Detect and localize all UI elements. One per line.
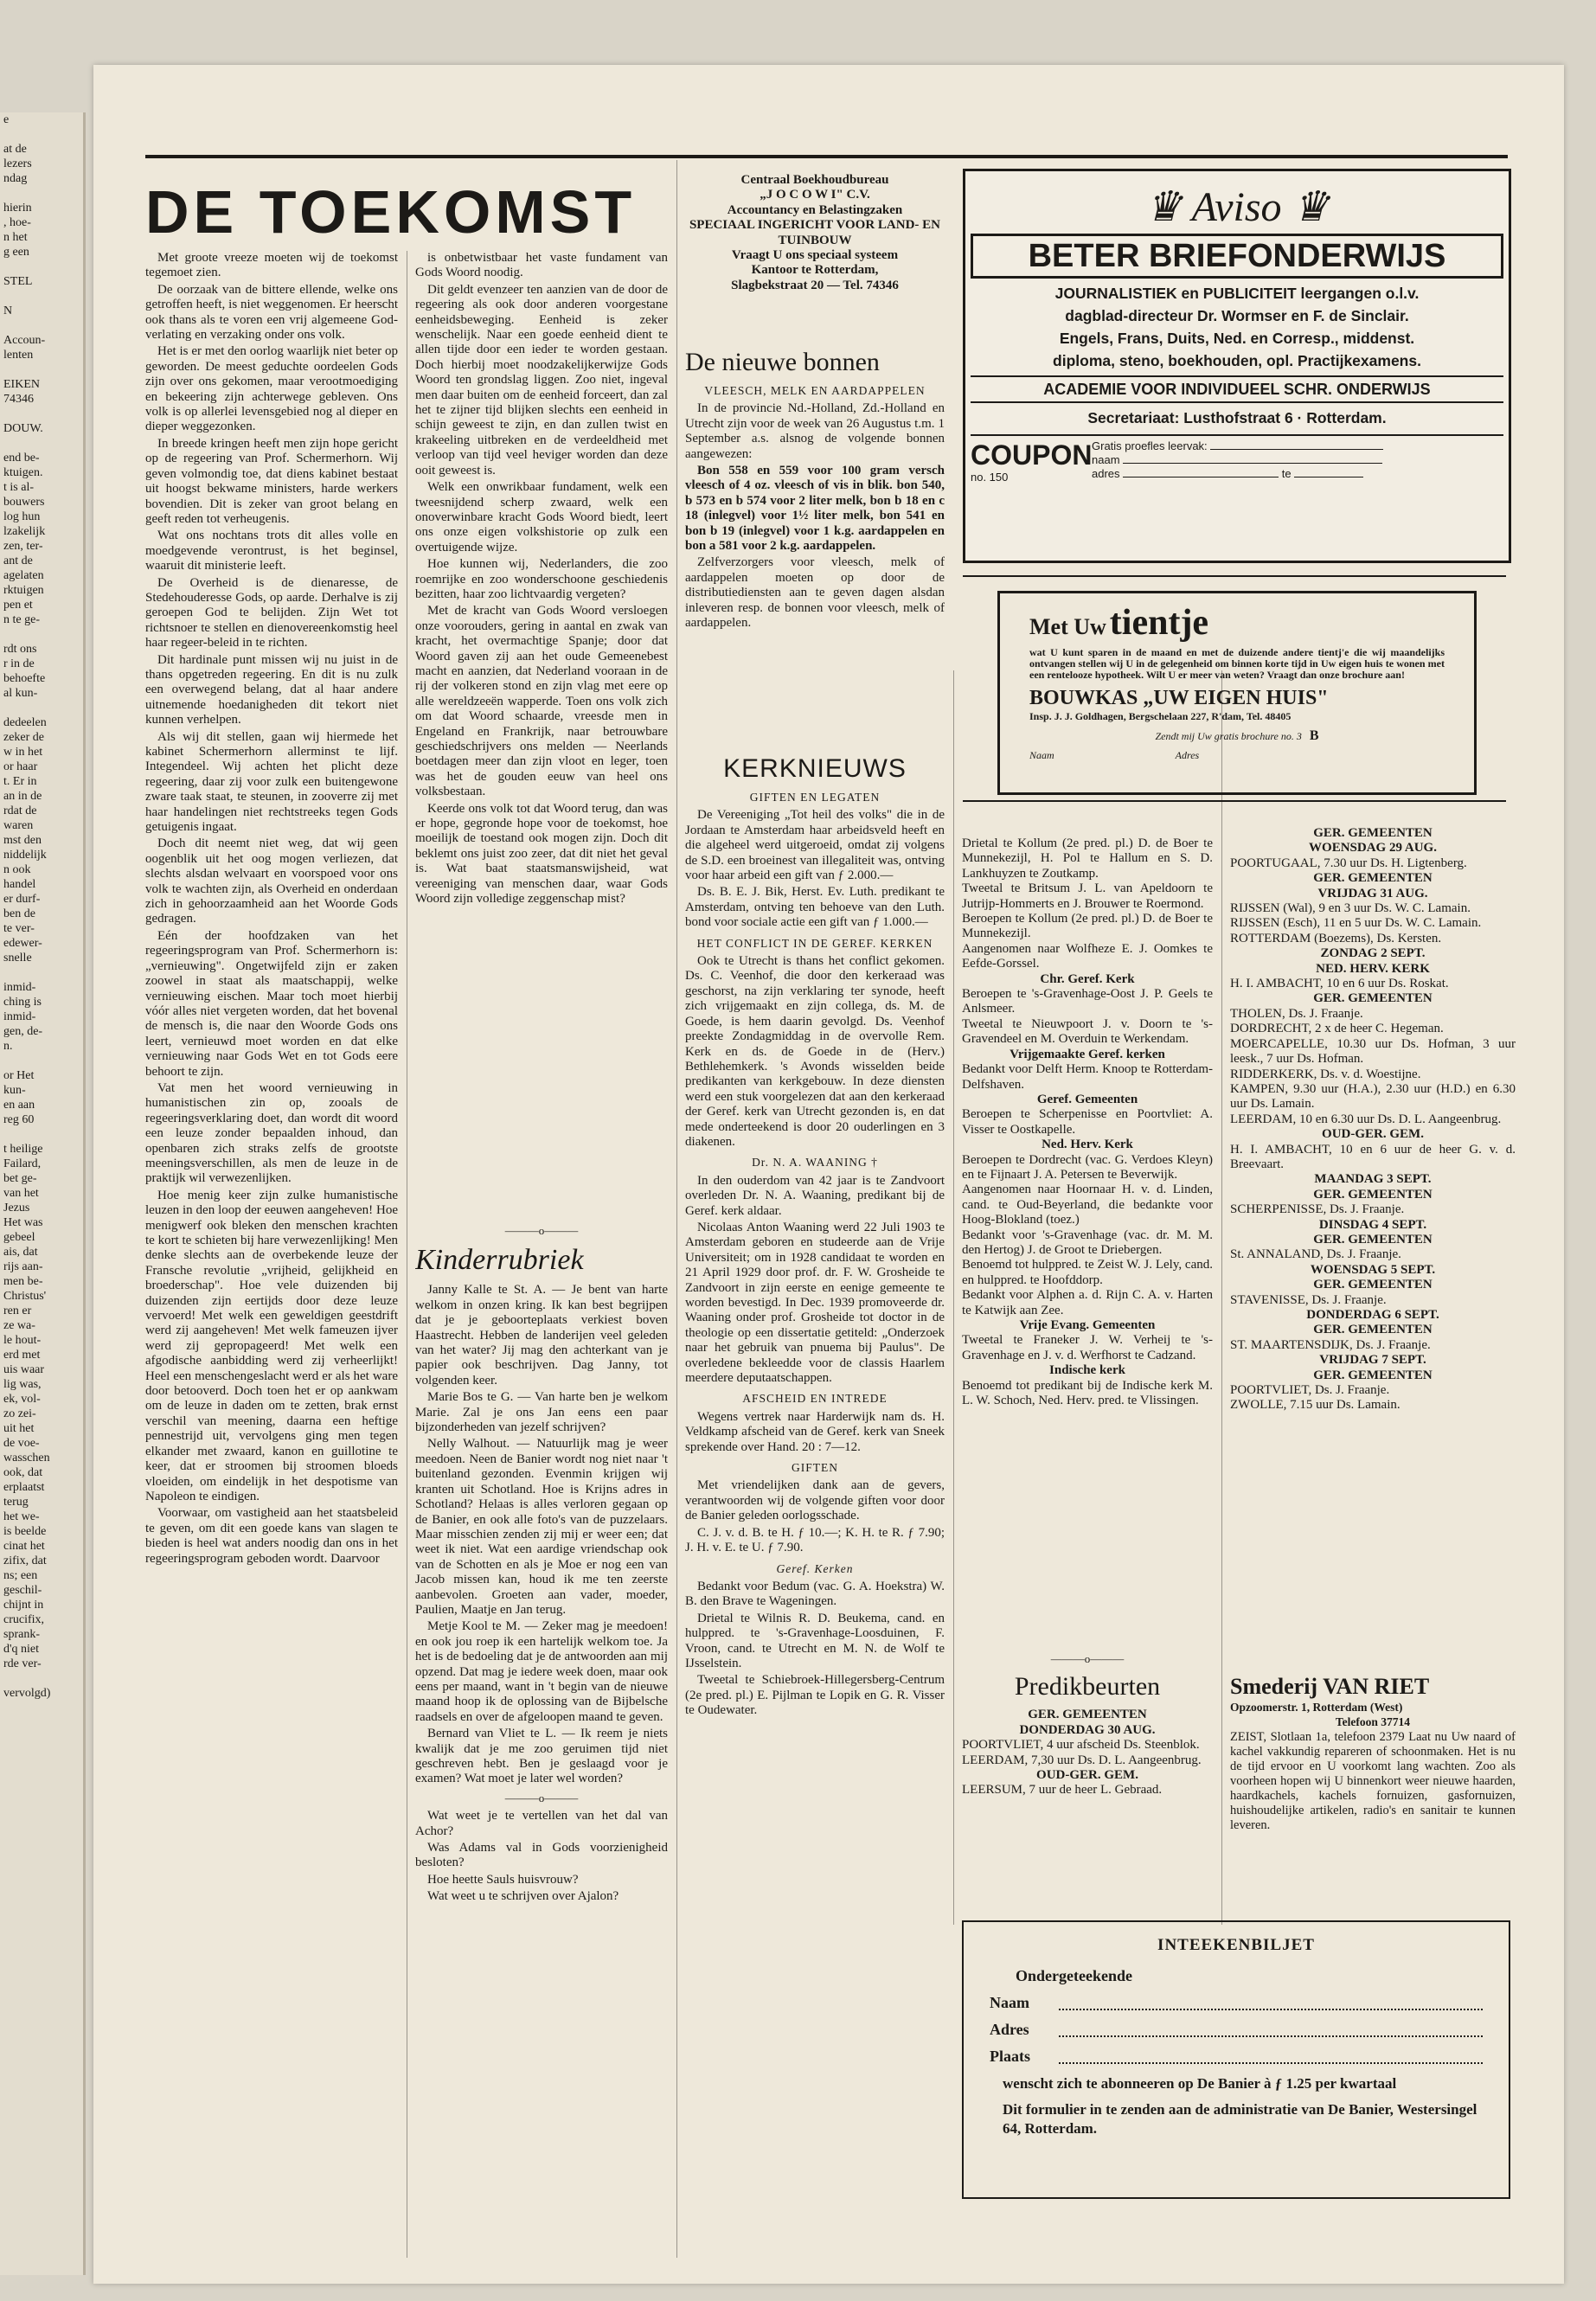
subheading: GER. GEMEENTEN (1028, 1708, 1147, 1722)
paragraph: Bedankt voor Delft Herm. Knoop te Rotterdam-Delfshaven. (962, 1062, 1213, 1092)
subheading: NED. HERV. KERK (1316, 961, 1430, 976)
tientje-send-text: Zendt mij Uw gratis brochure no. 3 (1155, 730, 1302, 742)
inteeken-ondergeteekende: Ondergeteekende (1016, 1967, 1132, 1984)
paragraph: Wat weet je te vertellen van het dal van Achor? (415, 1809, 668, 1838)
separator: ———o——— (504, 1224, 579, 1237)
jocowi-ad (685, 173, 945, 350)
tientje-send (1029, 728, 1445, 744)
paragraph: SCHERPENISSE, Ds. J. Fraanje. (1230, 1202, 1405, 1217)
paragraph: St. ANNALAND, Ds. J. Fraanje. (1230, 1247, 1401, 1262)
aviso-script-text: Aviso (1191, 184, 1282, 230)
inteeken-plaats-row[interactable] (990, 2048, 1483, 2066)
subheading: DONDERDAG 6 SEPT. (1306, 1308, 1439, 1322)
bonnen-para: In de provincie Nd.-Holland, Zd.-Holland en Utrecht zijn voor de week van 26 Augustus t.m. 1 September a.s. alsnog de volgende bonnen aangewezen: (685, 401, 945, 461)
paragraph: Aangenomen naar Wolfheze E. J. Oomkes te Eefde-Gorssel. (962, 941, 1213, 971)
tientje-b: B (1309, 728, 1319, 743)
giften2-heading: GIFTEN (792, 1461, 838, 1475)
aviso-ad (963, 169, 1511, 563)
subheading: GER. GEMEENTEN (1313, 871, 1433, 886)
paragraph: De Overheid is de dienaresse, de Stedehouderesse Gods, op aarde. Derhalve is zij geroepen God te belijden. Zijn Wet tot richtsnoer te stellen en dienovereenkomstig heel haar regeer-beleid in te richten. (145, 575, 398, 651)
paragraph: H. I. AMBACHT, 10 en 6 uur Ds. Roskat. (1230, 977, 1449, 991)
paragraph: Benoemd tot hulppred. te Zeist W. J. Lely, cand. en hulppred. te Hoofddorp. (962, 1258, 1213, 1287)
tientje-fields (1029, 749, 1445, 762)
aviso-line: dagblad-directeur Dr. Wormser en F. de Sinclair. (1065, 307, 1409, 324)
subheading: OUD-GER. GEM. (1322, 1127, 1424, 1142)
subheading: OUD-GER. GEM. (1036, 1768, 1138, 1783)
subheading: MAANDAG 3 SEPT. (1314, 1172, 1432, 1187)
paragraph: POORTVLIET, Ds. J. Fraanje. (1230, 1383, 1390, 1398)
subheading: GER. GEMEENTEN (1313, 1232, 1433, 1247)
bonnen-para: Bon 558 en 559 voor 100 gram versch vleesch of 4 oz. vleesch of vis in blik. bon 540, b 573 en b 574 voor 2 liter melk, bon b 18 en c 18 (inlegvel) voor 1½ liter melk, bon 541 en bon b 19 (inlegvel) voor 1 k.g. aardappelen en bon a 581 voor 2 k.g. aardappelen. (685, 464, 945, 554)
geref-para: Bedankt voor Bedum (vac. G. A. Hoekstra) W. B. den Brave te Wageningen. (685, 1579, 945, 1609)
afscheid-para: Wegens vertrek naar Harderwijk nam ds. H. Veldkamp afscheid van de Geref. kerk van Sneek sprekende over Hand. 20 : 7—12. (685, 1409, 945, 1454)
paragraph: STAVENISSE, Ds. J. Fraanje. (1230, 1292, 1387, 1307)
afscheid-heading: AFSCHEID EN INTREDE (742, 1392, 888, 1406)
kinderrubriek-letters (415, 1283, 668, 1786)
jocowi-line: Centraal Boekhoudbureau (740, 173, 889, 187)
subheading: Geref. Gemeenten (1036, 1092, 1138, 1106)
previous-page-strip (0, 112, 86, 2275)
paragraph: Vat men het woord vernieuwing in humanistischen zin op, zooals de regeeringsverklaring doet, dan wordt dit woord een leuze zonder bepaalden inhoud, dan openbaren zich straks zelfs de grootste meeningsverschillen, als men de leuze in de praktijk wil verwezenlijken. (145, 1080, 398, 1186)
paragraph: Tweetal te Franeker J. W. Verheij te 's-Gravenhage en J. v. d. Werfhorst te Cadzand. (962, 1333, 1213, 1362)
kerknieuws-col1 (685, 748, 945, 2271)
smederij-phone: Telefoon 37714 (1335, 1715, 1411, 1729)
jocowi-line: Accountancy en Belastingzaken (727, 202, 903, 217)
subheading: GER. GEMEENTEN (1313, 991, 1433, 1006)
bonnen-section (685, 342, 945, 666)
column-rule (1221, 670, 1222, 1925)
subheading: Chr. Geref. Kerk (1040, 971, 1135, 986)
predikbeurten-title: Predikbeurten (1014, 1672, 1161, 1702)
coupon-te-label: te (1281, 467, 1292, 480)
paragraph: Keerde ons volk tot dat Woord terug, dan was er hope, gegronde hope voor de toekomst, hoe moeilijk de toestand ook mogen zijn. Doch dit beklemt ons juist zoo zeer, dat dit niet het geval is. Wat baat staatsmanswijsheid, wat vereeniging van menschen daar, waar Gods Woord zijn volledige zeggenschap mist? (415, 801, 668, 907)
giften-para: Ds. B. E. J. Bik, Herst. Ev. Luth. predikant te Amsterdam, ontving ten behoeve van den Luth. bond voor sociale actie een gift van ƒ 1.000.— (685, 885, 945, 930)
aviso-coupon (971, 434, 1503, 484)
paragraph: Welk een onwrikbaar fundament, welk een tweesnijdend scherp zwaard, welk een onoverwinbare kracht Gods Woord biedt, leert ons onze eigen volkshistorie op zulk een overtuigende wijze. (415, 480, 668, 554)
inteeken-title: INTEEKENBILJET (1157, 1936, 1315, 1954)
giften2-para: Met vriendelijken dank aan de gevers, verantwoorden wij de volgende giften voor door de Banier geleden oorlogsschade. (685, 1478, 945, 1523)
paragraph: ZWOLLE, 7.15 uur Ds. Lamain. (1230, 1398, 1401, 1413)
kinderrubriek-title: Kinderrubriek (415, 1244, 584, 1277)
paragraph: Beroepen te 's-Gravenhage-Oost J. P. Geels te Anlsmeer. (962, 987, 1213, 1016)
section-rule (963, 575, 1506, 577)
coupon-adres-label: adres (1092, 467, 1120, 480)
separator: ———o——— (504, 1791, 579, 1804)
smederij-text: ZEIST, Slotlaan 1a, telefoon 2379 Laat nu Uw naard of kachel vakkundig repareren of schoonmaken. Het is nu de tijd ervoor en U voorkomt lang wachten. Zoo als voorheen hopen wij U binnenkort weer nieuwe haarden, haardkachels, kachels fornuizen, gasfornuizen, huishoudelijke artikelen, radio's en sanitair te kunnen leveren. (1230, 1729, 1516, 1832)
inteeken-wensch: wenscht zich te abonneeren op De Banier à ƒ 1.25 per kwartaal (1003, 2075, 1397, 2092)
subheading: GER. GEMEENTEN (1313, 1278, 1433, 1292)
coupon-naam-label: naam (1092, 453, 1120, 466)
paragraph: Doch dit neemt niet weg, dat wij geen oogenblik uit het oog mogen verliezen, dat slechts alsdan welvaart en voorspoed voor ons volk te wachten zijn, als Overheid en onderdaan zich in gehoorzaamheid aan het Woorde Gods gedragen. (145, 836, 398, 926)
paragraph: Dit hardinale punt missen wij nu juist in de thans opgetreden regeering. En dit is nu zulk een overwegend belang, dat al haar andere uitnemende hoedanigheden dit tekort niet kunnen verhelpen. (145, 652, 398, 727)
paragraph: Marie Bos te G. — Van harte ben je welkom Marie. Zal je ons Jan eens een paar bijzonderheden van jezelf schrijven? (415, 1390, 668, 1435)
tientje-ad (997, 591, 1477, 795)
inteeken-fields (990, 1994, 1483, 2066)
paragraph: De oorzaak van de bittere ellende, welke ons getroffen heeft, is niet weggenomen. Er heerscht ook thans als te voren een vrij algemeene God-verlating en verzaking onder ons volk. (145, 282, 398, 343)
paragraph: DORDRECHT, 2 x de heer C. Hegeman. (1230, 1022, 1444, 1036)
paragraph: Was Adams val in Gods voorzienigheid besloten? (415, 1841, 668, 1870)
paragraph: In breede kringen heeft men zijn hope gericht op de regeering van Prof. Schermerhorn. Wij geven volmondig toe, dat diens kabinet bestaat uit hoogst bekwame ministers, harde werkers bovendien. Dit is zeker van groot belang en geeft reden tot verheugenis. (145, 436, 398, 526)
tientje-heading (1029, 602, 1474, 644)
paragraph: Beroepen te Scherpenisse en Poortvliet: A. Visser te Oostkapelle. (962, 1107, 1213, 1137)
paragraph: Nelly Walhout. — Natuurlijk mag je weer meedoen. Neen de Banier wordt nog niet naar 't buitenland gezonden. Evenmin krijgen wij kranten uit Schotland. Hoe is Krijns adres in Schotland? Helaas is alles verloren gegaan op de Banier, en ook alle foto's van de puzzelaars. Maar misschien zenden zij mij er weer een; dat weet ik niet. Wat een aardige vriendschap ook van de Schotten en als je Moe er nog een van Jacob missen kan, houd ik me ten zeerste aanbevolen. Groeten aan vader, moeder, Paulien, Maatje en Jan terug. (415, 1437, 668, 1617)
subheading: Indische kerk (1049, 1363, 1125, 1378)
previous-page-text: e at de lezers ndag hierin , hoe- n het g een STEL N Accoun- lenten EIKEN 74346 DOUW. end be- ktuigen. t is al- bouwers log hun lzakelijk zen, ter- ant de agelaten rktuigen pen et n te ge- rdt ons r in de behoefte al kun- dedeelen zeker de w in het or haar t. Er in an in de rdat de waren mst den niddelijk n ook handel er durf- ben de te ver- edewer- snelle inmid- ching is inmid- gen, de- n. or Het kun- en aan reg 60 t heilige Failard, bet ge- van het Jezus Het was gebeel ais, dat rijs aan- men be- Christus' ren er ze wa- le hout- erd met uis waar lig was, ek, vol- zo zei- uit het de voe- wasschen ook, dat erplaatst terug het we- is beelde cinat het zifix, dat ns; een geschil- chijnt in crucifix, sprank- d'q niet rde ver- vervolgd) (3, 113, 51, 1700)
subheading: GER. GEMEENTEN (1313, 1187, 1433, 1202)
tientje-pre: Met Uw (1029, 614, 1106, 639)
jocowi-line: Vraagt U ons speciaal systeem (731, 248, 899, 263)
paragraph: Voorwaar, om vastigheid aan het staatsbeleid te geven, om dit een goede kans van slagen te bieden is heel wat anders noodig dan ons in het regeeringsprogram geboden wordt. Daarvoor (145, 1506, 398, 1566)
coupon-naam[interactable] (1092, 453, 1503, 467)
paragraph: Metje Kool te M. — Zeker mag je meedoen! en ook jou roep ik een hartelijk welkom toe. Ja het is de bedoeling dat je de antwoorden aan mij opzend. Dat mag je iedere week doen, maar ook eens per maand, want in 't begin van de nieuwe maand hoop ik de oplossing van de Bijbelsche raadsels en over de afgeloopen maand te geven. (415, 1619, 668, 1724)
crown-icon: ♛ (1144, 184, 1192, 230)
subheading: DINSDAG 4 SEPT. (1318, 1217, 1427, 1232)
aviso-line: JOURNALISTIEK en PUBLICITEIT leergangen o.l.v. (1054, 285, 1420, 302)
paragraph: Dit geldt evenzeer ten aanzien van de door de regeering als ook door anderen voorgestane eenheidsbeweging. Eenheid is zeker wenschelijk. Naar een goede eenheid dient te allen tijde door een ieder te worden gestaan. Doch hierbij moet noodzakelijkerwijze Gods Woord ten grondslag liggen. Zoo niet, ingeval men daar buiten om de eenheid forceert, dan zal het te zijner tijd blijken slechts een eenheid in schijn geweest te zijn, en dan zullen twist en krakeeling uitbreken en de verdeeldheid met verloop van tijd veel heviger worden dan deze ooit geweest is. (415, 282, 668, 478)
paragraph: MOERCAPELLE, 10.30 uur Ds. Hofman, 3 uur leesk., 7 uur Ds. Hofman. (1230, 1036, 1516, 1067)
geref-heading: Geref. Kerken (776, 1561, 854, 1575)
coupon-adres[interactable] (1092, 467, 1503, 481)
waaning-para: In den ouderdom van 42 jaar is te Zandvoort overleden Dr. N. A. Waaning, predikant bij de Geref. kerk aldaar. (685, 1173, 945, 1218)
services-col3 (1230, 826, 1516, 1695)
subheading: VRIJDAG 7 SEPT. (1319, 1353, 1426, 1368)
paragraph: Met de kracht van Gods Woord versloegen onze voorouders, gering in aantal en zwak van kracht, het overmachtige Spanje; door dat Woord gaven zij aan het oude Gemeenebest macht en aanzien, dat Nederland vooraan in de rij der volkeren stond en zijn vlag met eere op alle wereldzeeën wapperde. Toen ons volk zich om dat Woord schaarde, vreesde men in Engeland en Frankrijk, naar betrouwbare geschiedschrijvers ons melden — Neerlands boetdagen meer dan zijn vloot en leger, toen was het de gouden eeuw van heel ons volksbestaan. (415, 604, 668, 799)
waaning-heading: Dr. N. A. WAANING † (752, 1156, 878, 1170)
paragraph: ST. MAARTENSDIJK, Ds. J. Fraanje. (1230, 1337, 1431, 1352)
paragraph: POORTVLIET, 4 uur afscheid Ds. Steenblok. (962, 1738, 1200, 1753)
predikbeurten-list (962, 1708, 1213, 1798)
toekomst-column-2 (415, 251, 668, 1211)
aviso-academie: ACADEMIE VOOR INDIVIDUEEL SCHR. ONDERWIJS (971, 375, 1503, 403)
toekomst-column-1 (145, 251, 398, 2258)
paragraph: Hoe kunnen wij, Nederlanders, die zoo roemrijke en zoo wonderschoone geschiedenis bezitten, haar zoo lichtvaardig vergeten? (415, 557, 668, 601)
inteeken-formulier: Dit formulier in te zenden aan de administratie van De Banier, Westersingel 64, Rotterdam. (1003, 2101, 1477, 2137)
subheading: VRIJDAG 31 AUG. (1317, 886, 1428, 901)
paragraph: ROTTERDAM (Boezems), Ds. Kersten. (1230, 931, 1442, 945)
geref-para: Drietal te Wilnis R. D. Beukema, cand. en hulppred. te 's-Gravenhage-Loosduinen, F. Vroon, cand. te Utrecht en M. N. de Wolf te IJsselstein. (685, 1611, 945, 1670)
paragraph: Beroepen te Kollum (2e pred. pl.) D. de Boer te Munnekezijl. (962, 912, 1213, 941)
aviso-line: diploma, steno, boekhouden, opl. Practijkexamens. (1053, 352, 1421, 369)
paragraph: Eén der hoofdzaken van het regeeringsprogram van Prof. Schermerhorn is: „vernieuwing". Ongetwijfeld zijn er zaken zoowel in staat als maatschappij, welke vernieuwing eischen. Maar toch moet hierbij vóór alles niet vergeten worden, dat het bovenal de mensch is, die naar den Woorde Gods ons leert, vernieuwd moet worden en dat elke vernieuwing naar Gods Wet en tot Gods eere behoort te zijn. (145, 928, 398, 1079)
kinderrubriek-questions (415, 1809, 668, 1904)
subheading: WOENSDAG 29 AUG. (1309, 841, 1437, 856)
inteeken-adres-row[interactable] (990, 2021, 1483, 2039)
inteeken-naam-label: Naam (990, 1994, 1029, 2011)
paragraph: Janny Kalle te St. A. — Je bent van harte welkom in onzen kring. Ik kan best begrijpen dat je je geboorteplaats verkiest boven Haastrecht. Hebben de landerijen veel geleden van het water? Jij mag den achterkant van je papier ook beschrijven. Dag Janny, tot volgenden keer. (415, 1283, 668, 1388)
aviso-secretariaat: Secretariaat: Lusthofstraat 6 · Rotterdam. (1087, 409, 1387, 426)
inteekenbiljet-form (962, 1920, 1510, 2199)
bonnen-title: De nieuwe bonnen (685, 348, 880, 376)
subheading: Ned. Herv. Kerk (1042, 1138, 1133, 1152)
subheading: ZONDAG 2 SEPT. (1320, 946, 1426, 961)
paragraph: Benoemd tot predikant bij de Indische kerk M. L. W. Schoch, Ned. Herv. pred. te Vlissingen. (962, 1378, 1213, 1408)
subheading: GER. GEMEENTEN (1313, 1323, 1433, 1337)
paper-sheet (93, 65, 1564, 2284)
paragraph: Bernard van Vliet te L. — Ik reem je niets kwalijk dat je me zoo geruimen tijd niet geschreven hebt. Ben je geslaagd voor je examen? Wat moet je later wel worden? (415, 1727, 668, 1786)
giften-heading: GIFTEN EN LEGATEN (749, 791, 881, 804)
bonnen-subheading: VLEESCH, MELK EN AARDAPPELEN (704, 384, 926, 397)
conflict-heading: HET CONFLICT IN DE GEREF. KERKEN (696, 936, 933, 950)
conflict-para: Ook te Utrecht is thans het conflict gekomen. Ds. C. Veenhof, die door den kerkeraad was geschorst, na zijn verklaring ter synode, heeft zich vrijgemaakt en zijn collega, ds. M. de Goede, is hem daarin gevolgd. Ds. Veenhof preekte Zondagmiddag in de overvolle Rem. Kerk en ds. de Goede in de (Herv.) Bethlehemkerk. 's Avonds wisselden beide predikanten van kerkgebouw. In deze diensten werd een stuk voorgelezen dat aan den kerkeraad der Geref. kerk van Utrecht gezonden is, en dat mede onderteekend is door 20 ouderlingen en 3 diakenen. (685, 954, 945, 1149)
paragraph: Bedankt voor 's-Gravenhage (vac. dr. M. M. den Hertog) J. de Groot te Driebergen. (962, 1227, 1213, 1257)
waaning-para: Nicolaas Anton Waaning werd 22 Juli 1903 te Amsterdam geboren en studeerde aan de Vrije Universiteit; om in 1928 candidaat te worden en 21 April 1929 door prof. dr. F. W. Grosheide te Zandvoort in zijn eerste en eenige gemeente te worden bevestigd. In Dec. 1939 promoveerde dr. Waaning onder prof. Grosheide tot doctor in de theologie op een dissertatie getiteld: „Onderzoek naar het gebruik van pnuema bij Paulus". De overledene bekleedde voor de classis Haarlem meerdere deputaatschappen. (685, 1220, 945, 1386)
aviso-line: Engels, Frans, Duits, Ned. en Corresp., middenst. (1059, 330, 1415, 347)
paragraph: is onbetwistbaar het vaste fundament van Gods Woord noodig. (415, 251, 668, 280)
paragraph: THOLEN, Ds. J. Fraanje. (1230, 1006, 1363, 1021)
jocowi-line: SPECIAAL INGERICHT VOOR LAND- EN TUINBOUW (689, 218, 941, 247)
subheading: WOENSDAG 5 SEPT. (1310, 1262, 1436, 1277)
paragraph: Wat ons nochtans trots dit alles volle en moedgevende verontrust, is het beginsel, waaruit dit ministerie leeft. (145, 529, 398, 574)
tientje-adres[interactable]: Adres (1175, 749, 1200, 761)
paragraph: Tweetal te Nieuwpoort J. v. Doorn te 's-Gravendeel en M. Overduin te Werkendam. (962, 1016, 1213, 1047)
coupon-label: COUPON (971, 439, 1093, 471)
jocowi-line: „J O C O W I" C.V. (760, 188, 870, 202)
paragraph: POORTUGAAL, 7.30 uur Ds. H. Ligtenberg. (1230, 856, 1467, 870)
inteeken-naam-row[interactable] (990, 1994, 1483, 2012)
subheading: DONDERDAG 30 AUG. (1019, 1722, 1156, 1737)
paragraph: Bedankt voor Alphen a. d. Rijn C. A. v. Harten te Katwijk aan Zee. (962, 1288, 1213, 1317)
subheading: Vrijgemaakte Geref. kerken (1010, 1047, 1165, 1061)
predikbeurten-section (962, 1648, 1213, 1933)
tientje-big: tientje (1109, 603, 1209, 643)
paragraph: RIJSSEN (Esch), 11 en 5 uur Ds. W. C. Lamain. (1230, 916, 1482, 931)
jocowi-line: Kantoor te Rotterdam, (751, 263, 879, 278)
tientje-naam[interactable]: Naam (1029, 749, 1054, 761)
geref-para: Tweetal te Schiebroek-Hillegersberg-Centrum (2e pred. pl.) E. Pijlman te Lopik en G. R. Visser te Oudewater. (685, 1673, 945, 1718)
paragraph: H. I. AMBACHT, 10 en 6 uur de heer G. v. d. Breevaart. (1230, 1142, 1516, 1171)
paragraph: Hoe heette Sauls huisvrouw? (427, 1872, 579, 1887)
crown-icon: ♛ (1281, 184, 1330, 230)
aviso-title: BETER BRIEFONDERWIJS (971, 234, 1503, 279)
inteeken-plaats-label: Plaats (990, 2048, 1030, 2065)
smederij-ad (1230, 1674, 1516, 1925)
tientje-text: wat U kunt sparen in de maand en met de duizende andere tientj'e die wij maandelijks ontvangen stellen wij U in de gelegenheid om binnen korte tijd in Uw eigen huis te wonen met een rentelooze hypotheek. Wilt U er meer van weten? Vraagt dan onze brochure aan! (1029, 646, 1445, 681)
coupon-fields (1092, 439, 1503, 481)
giften2-list: C. J. v. d. B. te H. ƒ 10.—; K. H. te R. ƒ 7.90; J. H. v. E. te U. ƒ 7.90. (685, 1525, 945, 1555)
paragraph: Tweetal te Britsum J. L. van Apeldoorn te Jutrijp-Hommerts en J. Brouwer te Roermond. (962, 881, 1213, 911)
kinderrubriek-section (415, 1220, 668, 2284)
paragraph: Hoe menig keer zijn zulke humanistische leuzen in den loop der eeuwen aangeheven! Hoe menigwerf ook bleken den menschen krachten te kort te schieten bij hare verwezenlijking! Men denke slechts aan de overbekende leuze der Fransche revolutie „vrijheid, gelijkheid en broederschap". Hoe vele duizenden bij duizenden zijn eertijds door deze leuze vervoerd! Met welk een geweldigen geestdrift werd zij aangeheven! Met welk fameuzen ijver werd zij gepropageerd! Met welk een afgodische aanbidding werd zij verheerlijkt! Heel een menschengeslacht werd er als het ware door betooverd. Doch toen het er op aankwam om de leuze in daden om te zetten, brak ernst verschil van meening, daarna een heftige pennestrijd uit, vervolgens ging men tegen elkander met zwaard, kanon en guillotine te keer, dat er stroomen bij stroomen bloeds vloeiden, om eindelijk in het despotisme van Napoleon te eindigen. (145, 1188, 398, 1503)
giften-para: De Vereeniging „Tot heil des volks" die in de Jordaan te Amsterdam haar arbeidsveld heeft en die algeheel werd uitgeroeid, omdat zij volgens de S.D. een broeinest van illegaliteit was, ontving voor haar arbeid een gift van ƒ 2.000.— (685, 808, 945, 883)
smederij-title: Smederij VAN RIET (1230, 1674, 1430, 1699)
tientje-name: BOUWKAS „UW EIGEN HUIS" (1029, 687, 1329, 709)
aviso-script (965, 182, 1509, 234)
coupon-leervak-label: Gratis proefles leervak: (1092, 439, 1208, 452)
section-rule (963, 800, 1506, 802)
coupon-number: no. 150 (971, 471, 1009, 484)
paragraph: Als wij dit stellen, gaan wij hiermede het kabinet Schermerhorn allerminst te lijf. Integendeel. Wij achten het plicht deze regeering, daar zij voor zulk een buitengewone zware taak staat, te steunen, in zooverre zij met haar handelingen niet rechtstreeks tegen Gods getuigenis ingaat. (145, 729, 398, 835)
separator: ———o——— (1050, 1652, 1125, 1665)
toekomst-headline: DE TOEKOMST (145, 178, 637, 246)
paragraph: RIJSSEN (Wal), 9 en 3 uur Ds. W. C. Lamain. (1230, 901, 1471, 916)
paragraph: LEERDAM, 7,30 uur Ds. D. L. Aangeenbrug. (962, 1753, 1202, 1767)
coupon-left (971, 439, 1092, 484)
paragraph: Het is er met den oorlog waarlijk niet beter op geworden. De meest geduchte oordeelen Gods zijn over ons gekomen, maar verootmoediging en bekeering zijn achterwege gebleven. Ons volk is op allerlei levensgebied nog al dieper en dieper weggezonken. (145, 344, 398, 434)
smederij-address: Opzoomerstr. 1, Rotterdam (West) (1230, 1701, 1403, 1714)
paragraph: Wat weet u te schrijven over Ajalon? (427, 1889, 619, 1904)
paragraph: LEERDAM, 10 en 6.30 uur Ds. D. L. Aangeenbrug. (1230, 1112, 1502, 1126)
jocowi-line: Slagbekstraat 20 — Tel. 74346 (731, 278, 899, 292)
top-rule (145, 155, 1508, 158)
column-rule (953, 670, 954, 1925)
tientje-address: Insp. J. J. Goldhagen, Bergschelaan 227, R'dam, Tel. 48405 (1029, 710, 1292, 722)
subheading: Vrije Evang. Gemeenten (1019, 1318, 1156, 1332)
paragraph: Drietal te Kollum (2e pred. pl.) D. de Boer te Munnekezijl, H. Pol te Hallum en S. D. Lankhuyzen te Zoutkamp. (962, 836, 1213, 881)
paragraph: RIDDERKERK, Ds. v. d. Woestijne. (1230, 1067, 1421, 1081)
bonnen-para: Zelfverzorgers voor vleesch, melk of aardappelen moeten op door de distributiediensten aan te geven dagen alsdan inleveren resp. de bonnen voor vleesch, melk of aardappelen. (685, 555, 945, 631)
column-rule (676, 160, 677, 2258)
inteeken-adres-label: Adres (990, 2021, 1029, 2038)
paragraph: KAMPEN, 9.30 uur (H.A.), 2.30 uur (H.D.) en 6.30 uur Ds. Lamain. (1230, 1081, 1516, 1112)
kerknieuws-title: KERKNIEUWS (723, 754, 907, 783)
coupon-leervak[interactable] (1092, 439, 1503, 453)
paragraph: Aangenomen naar Hoornaar H. v. d. Linden, cand. te Oud-Beyerland, die bedankte voor Hoog-Blokland (toez.) (962, 1183, 1213, 1227)
subheading: GER. GEMEENTEN (1313, 826, 1433, 840)
paragraph: LEERSUM, 7 uur de heer L. Gebraad. (962, 1783, 1163, 1798)
paragraph: Beroepen te Dordrecht (vac. G. Verdoes Kleyn) en te Fijnaart J. A. Petersen te Beverwijk. (962, 1152, 1213, 1182)
paragraph: Met groote vreeze moeten wij de toekomst tegemoet zien. (145, 251, 398, 280)
subheading: GER. GEMEENTEN (1313, 1368, 1433, 1382)
